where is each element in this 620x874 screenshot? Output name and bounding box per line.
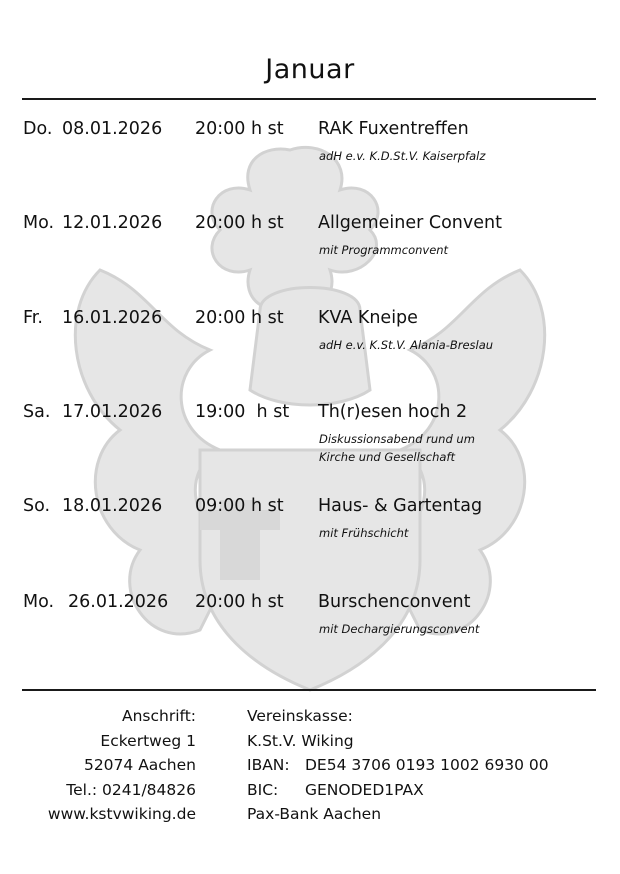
event-subtitle: adH e.v. K.D.St.V. Kaiserpfalz bbox=[319, 149, 486, 163]
event-subtitle: mit Dechargierungsconvent bbox=[319, 622, 480, 636]
bank-holder: K.St.V. Wiking bbox=[247, 731, 354, 750]
top-divider bbox=[22, 98, 596, 100]
bank-name: Pax-Bank Aachen bbox=[247, 805, 382, 823]
event-time: 19:00 h st bbox=[195, 402, 290, 422]
event-title: Burschenconvent bbox=[318, 592, 471, 612]
event-day: Fr. bbox=[23, 308, 43, 328]
bank-label: Vereinskasse: bbox=[247, 707, 353, 725]
event-time: 20:00 h st bbox=[195, 213, 284, 233]
address-phone: Tel.: 0241/84826 bbox=[66, 780, 196, 799]
event-subtitle: mit Programmconvent bbox=[319, 243, 449, 257]
event-time: 20:00 h st bbox=[195, 592, 284, 612]
page-title: Januar bbox=[265, 54, 355, 85]
bank-block bbox=[247, 704, 607, 827]
bic-value: GENODED1PAX bbox=[305, 780, 424, 799]
event-day: Sa. bbox=[23, 402, 51, 422]
event-title: Th(r)esen hoch 2 bbox=[318, 402, 468, 422]
event-day: Do. bbox=[23, 119, 53, 139]
address-website: www.kstvwiking.de bbox=[47, 805, 196, 823]
event-subtitle: Diskussionsabend rund um Kirche und Gesellschaft bbox=[319, 432, 475, 464]
event-title: RAK Fuxentreffen bbox=[318, 119, 469, 139]
event-date: 16.01.2026 bbox=[62, 308, 163, 328]
event-date: 26.01.2026 bbox=[68, 592, 169, 612]
bic-row bbox=[247, 778, 607, 803]
iban-row bbox=[247, 753, 607, 778]
event-day: Mo. bbox=[23, 592, 55, 612]
iban-value: DE54 3706 0193 1002 6930 00 bbox=[305, 756, 549, 774]
event-title: Haus- & Gartentag bbox=[318, 496, 483, 516]
event-time: 20:00 h st bbox=[195, 308, 284, 328]
event-date: 17.01.2026 bbox=[62, 402, 163, 422]
address-block bbox=[20, 704, 196, 827]
event-title: KVA Kneipe bbox=[318, 308, 418, 328]
address-city: 52074 Aachen bbox=[83, 756, 196, 774]
event-subtitle: mit Frühschicht bbox=[319, 526, 409, 540]
event-time: 09:00 h st bbox=[195, 496, 284, 516]
event-day: Mo. bbox=[23, 213, 55, 233]
event-day: So. bbox=[23, 496, 51, 516]
event-title: Allgemeiner Convent bbox=[318, 213, 502, 233]
bottom-divider bbox=[22, 689, 596, 691]
iban-label: IBAN: bbox=[247, 756, 290, 774]
event-subtitle: adH e.v. K.St.V. Alania-Breslau bbox=[319, 338, 494, 352]
event-date: 08.01.2026 bbox=[62, 119, 163, 139]
event-time: 20:00 h st bbox=[195, 119, 284, 139]
address-street: Eckertweg 1 bbox=[100, 731, 196, 750]
event-date: 12.01.2026 bbox=[62, 213, 163, 233]
event-date: 18.01.2026 bbox=[62, 496, 163, 516]
bic-label: BIC: bbox=[247, 780, 279, 799]
address-label: Anschrift: bbox=[121, 707, 196, 725]
